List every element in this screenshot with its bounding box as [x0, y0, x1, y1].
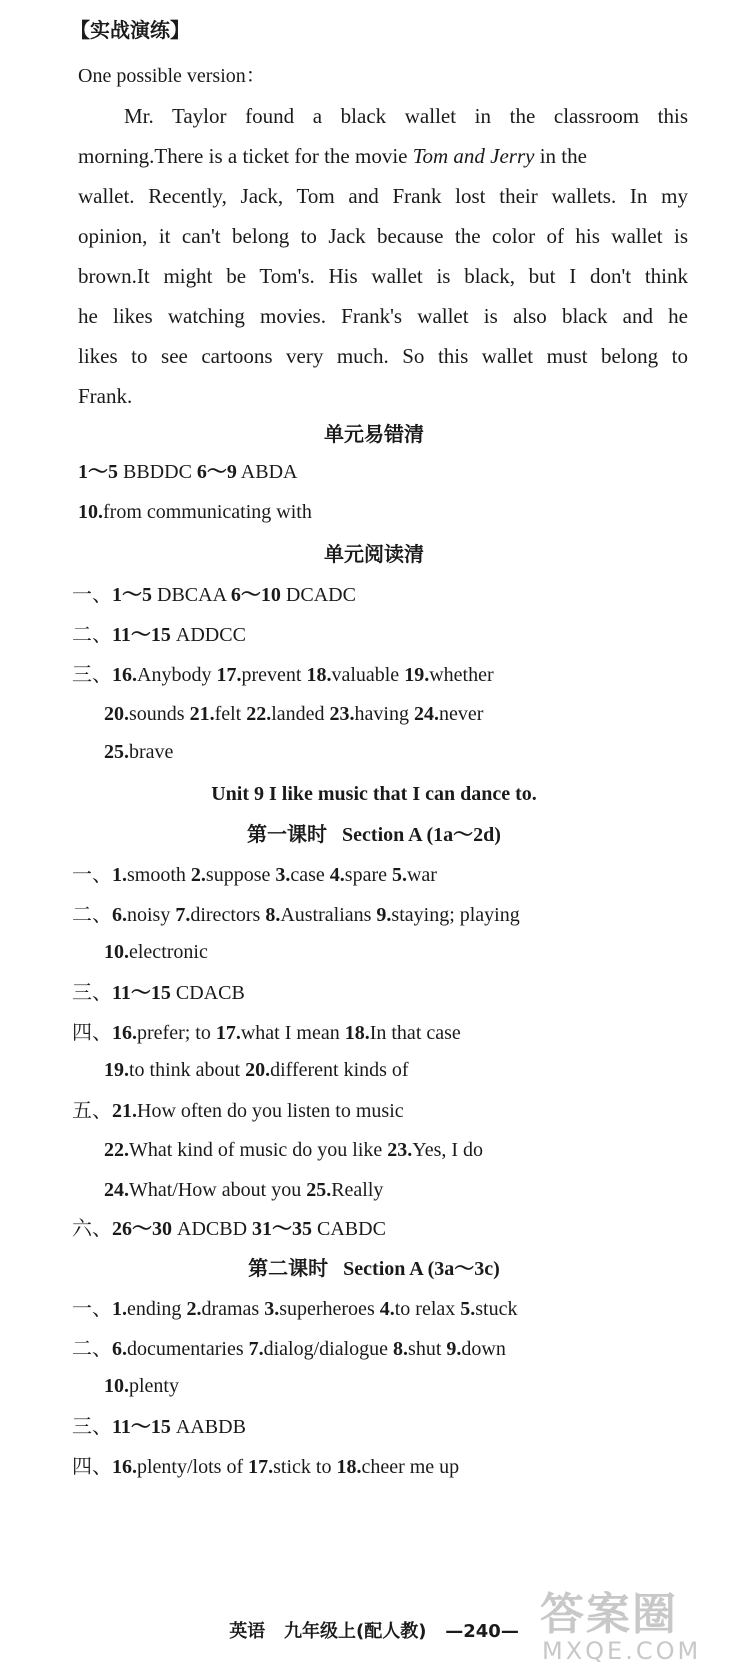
answer-row: 二、6.documentaries 7.dialog/dialogue 8.shut 9.down: [72, 1336, 506, 1360]
answer-row: 三、16.Anybody 17.prevent 18.valuable 19.whether: [72, 662, 494, 686]
essay-line: likes to see cartoons very much. So this wallet must belong to: [78, 344, 688, 368]
answer-row: 1～5 BBDDC 6～9 ABDA: [78, 461, 298, 483]
answer-row: 二、6.noisy 7.directors 8.Australians 9.staying; playing: [72, 902, 520, 926]
answer-row: 22.What kind of music do you like 23.Yes, I do: [104, 1139, 484, 1161]
watermark-logo: [540, 1590, 740, 1664]
answer-row: 24.What/How about you 25.Really: [104, 1179, 384, 1201]
essay-line: [78, 136, 688, 176]
watermark-mark: 答案圈: [540, 1589, 678, 1640]
answer-row: 20.sounds 21.felt 22.landed 23.having 24.never: [104, 703, 484, 725]
answer-row: 一、1.smooth 2.suppose 3.case 4.spare 5.war: [72, 862, 437, 886]
unit-title: Unit 9 I like music that I can dance to.: [211, 783, 537, 805]
answer-row: 三、11～15 CDACB: [72, 980, 245, 1004]
answer-row: 一、1～5 DBCAA 6～10 DCADC: [72, 582, 356, 606]
answer-row: 二、11～15 ADDCC: [72, 622, 246, 646]
essay-line: Mr. Taylor found a black wallet in the classroom this: [124, 104, 688, 128]
answer-row: 五、21.How often do you listen to music: [72, 1098, 404, 1122]
essay-text: in the: [539, 144, 587, 168]
essay-line: he likes watching movies. Frank's wallet is also black and he: [78, 304, 688, 328]
essay-line: brown.It might be Tom's. His wallet is black, but I don't think: [78, 264, 688, 288]
answer-row: 六、26～30 ADCBD 31～35 CABDC: [72, 1216, 386, 1240]
practice-heading: 【实战演练】: [70, 18, 190, 42]
answer-row: 一、1.ending 2.dramas 3.superheroes 4.to relax 5.stuck: [72, 1296, 518, 1320]
practice-intro: One possible version：: [78, 65, 266, 87]
answer-row: 10.electronic: [104, 941, 208, 963]
answer-row: 四、16.plenty/lots of 17.stick to 18.cheer me up: [72, 1454, 460, 1478]
errors-section-title: 单元易错清: [324, 422, 424, 446]
movie-title: Tom and Jerry: [412, 144, 535, 168]
essay-text: morning.There is a ticket for the movie: [78, 144, 408, 168]
essay-line: wallet. Recently, Jack, Tom and Frank lost their wallets. In my: [78, 184, 688, 208]
answer-row: 10.from communicating with: [78, 501, 312, 523]
answer-row: 10.plenty: [104, 1375, 179, 1397]
page-footer: 英语 九年级上(配人教) —240—: [229, 1621, 519, 1642]
answer-row: 25.brave: [104, 741, 174, 763]
lesson1-title: 第一课时 Section A (1a～2d): [247, 822, 501, 846]
reading-section-title: 单元阅读清: [324, 542, 424, 566]
watermark-url: MXQE.COM: [542, 1637, 702, 1665]
essay-line: opinion, it can't belong to Jack because the color of his wallet is: [78, 224, 688, 248]
answer-row: 四、16.prefer; to 17.what I mean 18.In that case: [72, 1020, 461, 1044]
essay-line: Frank.: [78, 384, 133, 408]
lesson2-title: 第二课时 Section A (3a～3c): [248, 1256, 500, 1280]
answer-row: 三、11～15 AABDB: [72, 1414, 246, 1438]
answer-row: 19.to think about 20.different kinds of: [104, 1059, 409, 1081]
